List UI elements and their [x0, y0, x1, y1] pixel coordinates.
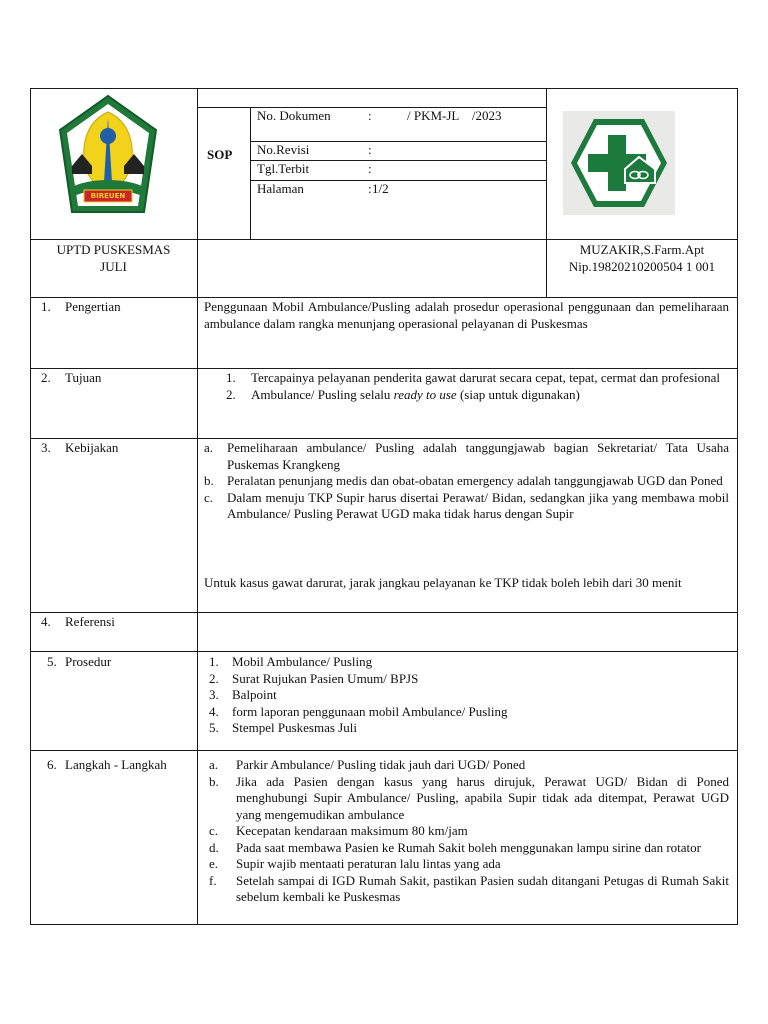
- list-marker: c.: [204, 489, 214, 505]
- list-item-text: Setelah sampai di IGD Rumah Sakit, pastikan Pasien sudah ditangani Petugas di Rumah Sakit sebelum kembali ke Puskesmas: [236, 872, 729, 904]
- langkah-list: [209, 757, 729, 906]
- doc-field-colon: :: [368, 181, 372, 196]
- table-border-bottom: [30, 924, 738, 925]
- list-item-text: Parkir Ambulance/ Pusling tidak jauh dari UGD/ Poned: [236, 757, 526, 772]
- list-marker: b.: [204, 473, 214, 488]
- table-border-left: [30, 88, 31, 925]
- list-item-text: Peralatan penunjang medis dan obat-obatan emergency adalah tanggungjawab UGD dan Poned: [227, 473, 723, 488]
- list-marker: 3.: [209, 687, 219, 702]
- header-bottom-line: [30, 239, 738, 240]
- row-line: [30, 438, 738, 439]
- row-line: [30, 750, 738, 751]
- list-item: [204, 490, 729, 523]
- puskesmas-logo: [563, 111, 675, 215]
- list-item-text: Kecepatan kendaraan maksimum 80 km/jam: [236, 823, 468, 838]
- signatory-nip: Nip.19820210200504 1 001: [568, 258, 716, 274]
- section-title: Kebijakan: [65, 440, 119, 455]
- list-item: [209, 856, 729, 873]
- section-number: 1.: [41, 299, 51, 314]
- list-marker: 2.: [226, 386, 236, 402]
- list-item: [204, 440, 729, 473]
- list-marker: f.: [209, 872, 217, 888]
- list-item-text: Balpoint: [232, 687, 277, 702]
- list-marker: 4.: [209, 703, 219, 719]
- section-number: 3.: [41, 440, 51, 455]
- doc-field-colon: :: [368, 161, 372, 176]
- sop-label: SOP: [207, 147, 233, 162]
- table-border-right: [737, 88, 738, 925]
- section-number: 5.: [47, 654, 57, 669]
- signatory: [547, 242, 737, 275]
- section-title: Pengertian: [65, 299, 121, 314]
- list-marker: 1.: [209, 654, 219, 669]
- list-marker: b.: [209, 773, 219, 789]
- section-number: 2.: [41, 370, 51, 385]
- tujuan-list: [226, 370, 729, 403]
- list-item-text: Jika ada Pasien dengan kasus yang harus dirujuk, Perawat UGD/ Bidan di Poned menghubungi Supir Ambulance/ Pusling, apabila Supir tidak ada ditempat, Perawat UGD yang mengemudikan ambulance: [236, 773, 729, 822]
- list-item-text: Pada saat membawa Pasien ke Rumah Sakit boleh menggunakan lampu sirine dan rotator: [236, 839, 701, 855]
- list-item: [226, 370, 729, 387]
- section-number: 4.: [41, 614, 51, 629]
- pengertian-text: Penggunaan Mobil Ambulance/Pusling adalah prosedur operasional penggunaan dan pemeliharaan ambulance dalam rangka menunjang operasional pelayanan di Puskesmas: [204, 299, 729, 331]
- prosedur-list: [209, 654, 729, 737]
- doc-field-colon: :: [368, 142, 372, 157]
- list-item: [209, 671, 729, 688]
- signatory-name: MUZAKIR,S.Farm.Apt: [579, 242, 705, 257]
- doc-field-colon: :: [368, 108, 372, 123]
- row-line: [30, 612, 738, 613]
- list-marker: 2.: [209, 670, 219, 686]
- section-title: Langkah - Langkah: [65, 757, 167, 772]
- institution-name: [30, 242, 197, 275]
- list-item-text: form laporan penggunaan mobil Ambulance/ Pusling: [232, 703, 508, 719]
- list-item-text: Surat Rujukan Pasien Umum/ BPJS: [232, 670, 419, 686]
- list-item-text: Dalam menuju TKP Supir harus disertai Perawat/ Bidan, sedangkan jika yang membawa mobil Ambulance/ Pusling Perawat UGD maka tidak harus dengan Supir: [227, 489, 729, 521]
- list-item: [209, 873, 729, 906]
- row-line: [30, 297, 738, 298]
- emphasis-text: ready to use: [393, 386, 457, 402]
- list-item: [209, 704, 729, 721]
- list-marker: e.: [209, 856, 219, 871]
- list-marker: c.: [209, 823, 219, 838]
- list-item-text: Mobil Ambulance/ Pusling: [232, 654, 373, 669]
- list-item-text: Stempel Puskesmas Juli: [232, 720, 357, 735]
- institution-line: UPTD PUSKESMAS: [56, 242, 171, 257]
- section-title: Tujuan: [65, 370, 102, 385]
- list-item: [204, 473, 729, 490]
- kebijakan-list: [204, 440, 729, 523]
- list-item: [209, 840, 729, 857]
- list-item: [209, 654, 729, 671]
- section-title: Referensi: [65, 614, 115, 629]
- row-line: [30, 368, 738, 369]
- row-line: [30, 651, 738, 652]
- list-marker: a.: [204, 440, 214, 455]
- doc-field-value: 1/2: [372, 181, 389, 196]
- list-item: [226, 387, 729, 404]
- logo-caption: BIREUEN: [90, 192, 126, 200]
- institution-line: JULI: [100, 258, 127, 274]
- list-marker: d.: [209, 839, 219, 855]
- doc-field-label: Tgl.Terbit: [257, 161, 310, 176]
- list-item-text: Tercapainya pelayanan penderita gawat darurat secara cepat, tepat, cermat dan profesional: [251, 370, 720, 385]
- doc-field-value: / PKM-JL /2023: [407, 108, 502, 123]
- column-divider: [197, 88, 198, 925]
- doc-field-label: No. Dokumen: [257, 108, 331, 123]
- list-item: [209, 774, 729, 824]
- list-marker: a.: [209, 757, 219, 772]
- list-item-text: Pemeliharaan ambulance/ Pusling adalah tanggungjawab bagian Sekretariat/ Tata Usaha Puskemas Krangkeng: [227, 440, 729, 472]
- kebijakan-note: Untuk kasus gawat darurat, jarak jangkau pelayanan ke TKP tidak boleh lebih dari 30 menit: [204, 575, 682, 590]
- list-marker: 5.: [209, 720, 219, 735]
- doc-field-label: Halaman: [257, 181, 304, 196]
- list-item-text: Supir wajib mentaati peraturan lalu lintas yang ada: [236, 856, 501, 871]
- sop-divider: [250, 107, 251, 239]
- list-item: [209, 823, 729, 840]
- doc-field-label: No.Revisi: [257, 142, 310, 157]
- bireuen-logo: [52, 90, 164, 220]
- list-item-text: Ambulance/ Pusling selalu ready to use (siap untuk digunakan): [251, 386, 580, 402]
- list-item: [209, 757, 729, 774]
- table-border-top: [30, 88, 738, 89]
- list-item: [209, 720, 729, 737]
- section-number: 6.: [47, 757, 57, 772]
- section-title: Prosedur: [65, 654, 112, 669]
- list-item: [209, 687, 729, 704]
- list-marker: 1.: [226, 370, 236, 385]
